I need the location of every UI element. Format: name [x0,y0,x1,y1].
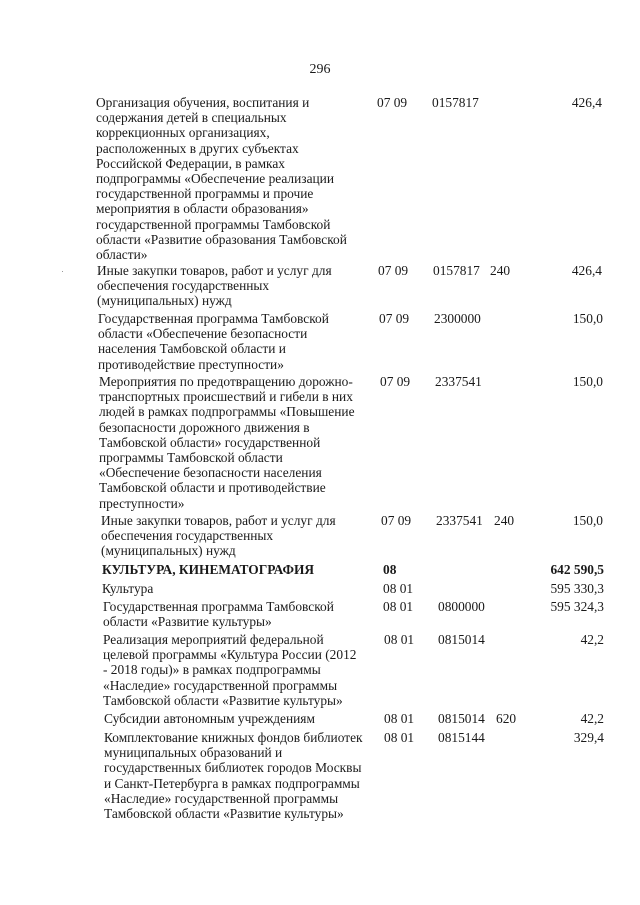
page-number: 296 [309,62,331,77]
row-target-article: 0815144 [438,730,485,745]
row-expense-type: 240 [494,513,515,528]
row-amount: 642 590,5 [550,562,604,577]
row-expense-type: 620 [496,711,517,726]
row-amount: 595 324,3 [550,599,604,614]
row-amount: 329,4 [573,730,604,745]
row-target-article: 0815014 [438,711,485,726]
row-amount: 595 330,3 [550,581,604,596]
row-section: 08 01 [384,711,415,726]
row-amount: 150,0 [572,513,603,528]
row-amount: 42,2 [580,711,604,726]
row-target-article: 0157817 [433,263,480,278]
row-section: 08 [383,562,397,577]
row-name: Государственная программа Тамбовской области «Развитие культуры» [103,599,334,630]
row-target-article: 0157817 [432,95,479,110]
row-section: 08 01 [384,632,415,647]
row-amount: 150,0 [572,311,603,326]
row-section: 08 01 [384,730,415,745]
row-section: 07 09 [379,311,410,326]
row-name: Культура [102,581,154,596]
row-target-article: 0800000 [438,599,485,614]
row-name: Субсидии автономным учреждениям [104,711,315,726]
row-name: Реализация мероприятий федеральной целевой программы «Культура России (2012 - 2018 годы)» в рамках подпрограммы «Наследие» государственной программы Тамбовской области «Развитие культуры» [103,632,357,708]
row-amount: 150,0 [572,374,603,389]
row-target-article: 2337541 [436,513,483,528]
row-name: Иные закупки товаров, работ и услуг для обеспечения государственных (муниципальных) нужд [97,263,332,309]
row-target-article: 2337541 [435,374,482,389]
row-section: 08 01 [383,599,414,614]
row-target-article: 0815014 [438,632,485,647]
row-name: Организация обучения, воспитания и содержания детей в специальных коррекционных организациях, расположенных в других субъектах Российской Федерации, в рамках подпрограммы «Обеспечение реализации государственной программы и прочие мероприятия в области образования» государственной программы Тамбовской области «Развитие образования Тамбовской области» [96,95,347,263]
row-name: Мероприятия по предотвращению дорожно-транспортных происшествий и гибели в них людей в рамках подпрограммы «Повышение безопасности дорожного движения в Тамбовской области» государственной программы Тамбовской области «Обеспечение безопасности населения Тамбовской области и противодействие преступности» [99,374,355,511]
row-amount: 426,4 [571,95,602,110]
row-expense-type: 240 [490,263,511,278]
row-name: Иные закупки товаров, работ и услуг для обеспечения государственных (муниципальных) нужд [101,513,336,559]
row-section: 07 09 [378,263,409,278]
row-section: 07 09 [381,513,412,528]
row-section: 07 09 [377,95,408,110]
scan-mark [62,271,63,272]
row-amount: 42,2 [580,632,604,647]
row-name: Комплектование книжных фондов библиотек муниципальных образований и государственных библиотек городов Москвы и Санкт-Петербурга в рамках подпрограммы «Наследие» государственной программы Тамбовской области «Развитие культуры» [104,730,363,822]
row-name: Государственная программа Тамбовской области «Обеспечение безопасности населения Тамбовской области и противодействие преступности» [98,311,329,372]
row-target-article: 2300000 [434,311,481,326]
row-section: 07 09 [380,374,411,389]
row-amount: 426,4 [571,263,602,278]
row-section: 08 01 [383,581,414,596]
row-name: КУЛЬТУРА, КИНЕМАТОГРАФИЯ [102,562,315,577]
